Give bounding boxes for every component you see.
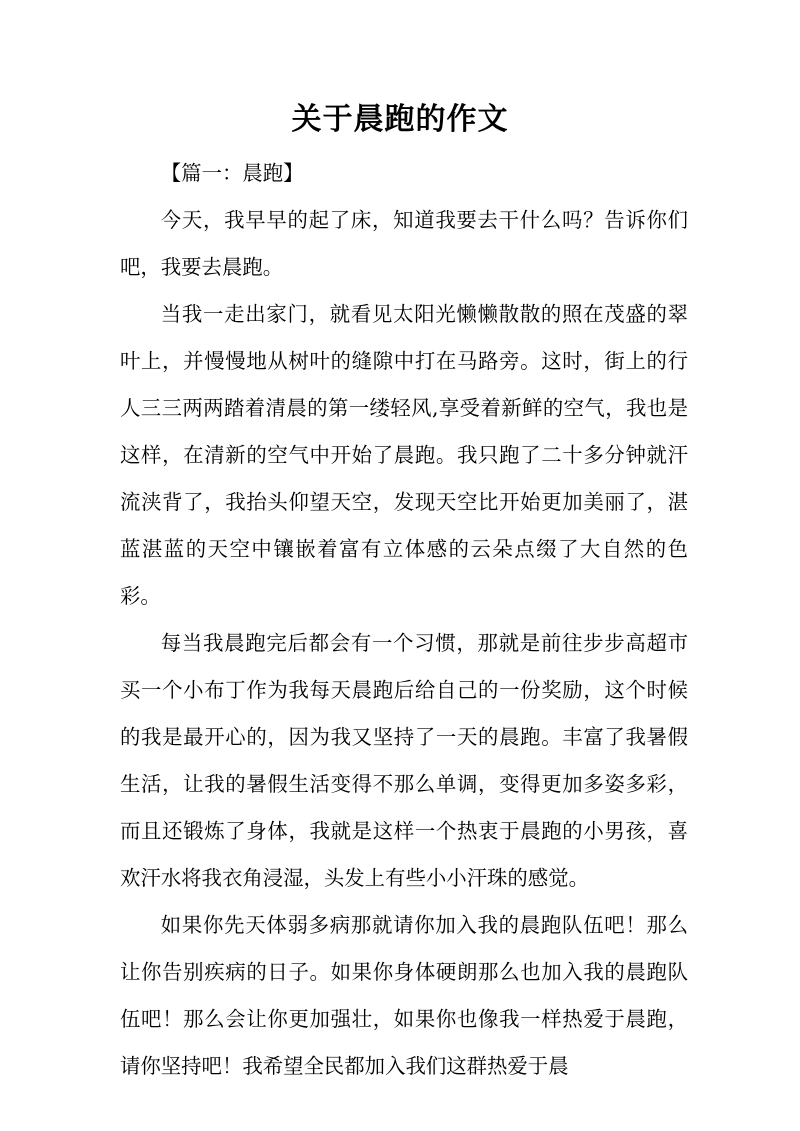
paragraph-3: 每当我晨跑完后都会有一个习惯，那就是前往步步高超市买一个小布丁作为我每天晨跑后给自己的一份奖励，这个时候的我是最开心的，因为我又坚持了一天的晨跑。丰富了我暑假生活，让我的暑假生活变得不那么单调，变得更加多姿多彩，而且还锻炼了身体，我就是这样一个热衷于晨跑的小男孩，喜欢汗水将我衣角浸湿，头发上有些小小汗珠的感觉。	[120, 631, 688, 890]
paragraph-2: 当我一走出家门，就看见太阳光懒懒散散的照在茂盛的翠叶上，并慢慢地从树叶的缝隙中打在马路旁。这时，街上的行人三三两两踏着清晨的第一缕轻风,享受着新鲜的空气，我也是这样，在清新的空气中开始了晨跑。我只跑了二十多分钟就汗流浃背了，我抬头仰望天空，发现天空比开始更加美丽了，湛蓝湛蓝的天空中镶嵌着富有立体感的云朵点缀了大自然的色彩。	[120, 302, 688, 608]
paragraph-1: 今天，我早早的起了床，知道我要去干什么吗？告诉你们吧，我要去晨跑。	[120, 208, 688, 279]
document-title: 关于晨跑的作文	[291, 102, 509, 137]
paragraph-4: 如果你先天体弱多病那就请你加入我的晨跑队伍吧！那么让你告别疾病的日子。如果你身体硬朗那么也加入我的晨跑队伍吧！那么会让你更加强壮，如果你也像我一样热爱于晨跑，请你坚持吧！我希望全民都加入我们这群热爱于晨	[120, 913, 688, 1078]
section-heading: 【篇一：晨跑】	[160, 161, 304, 185]
document-body	[120, 150, 688, 1090]
